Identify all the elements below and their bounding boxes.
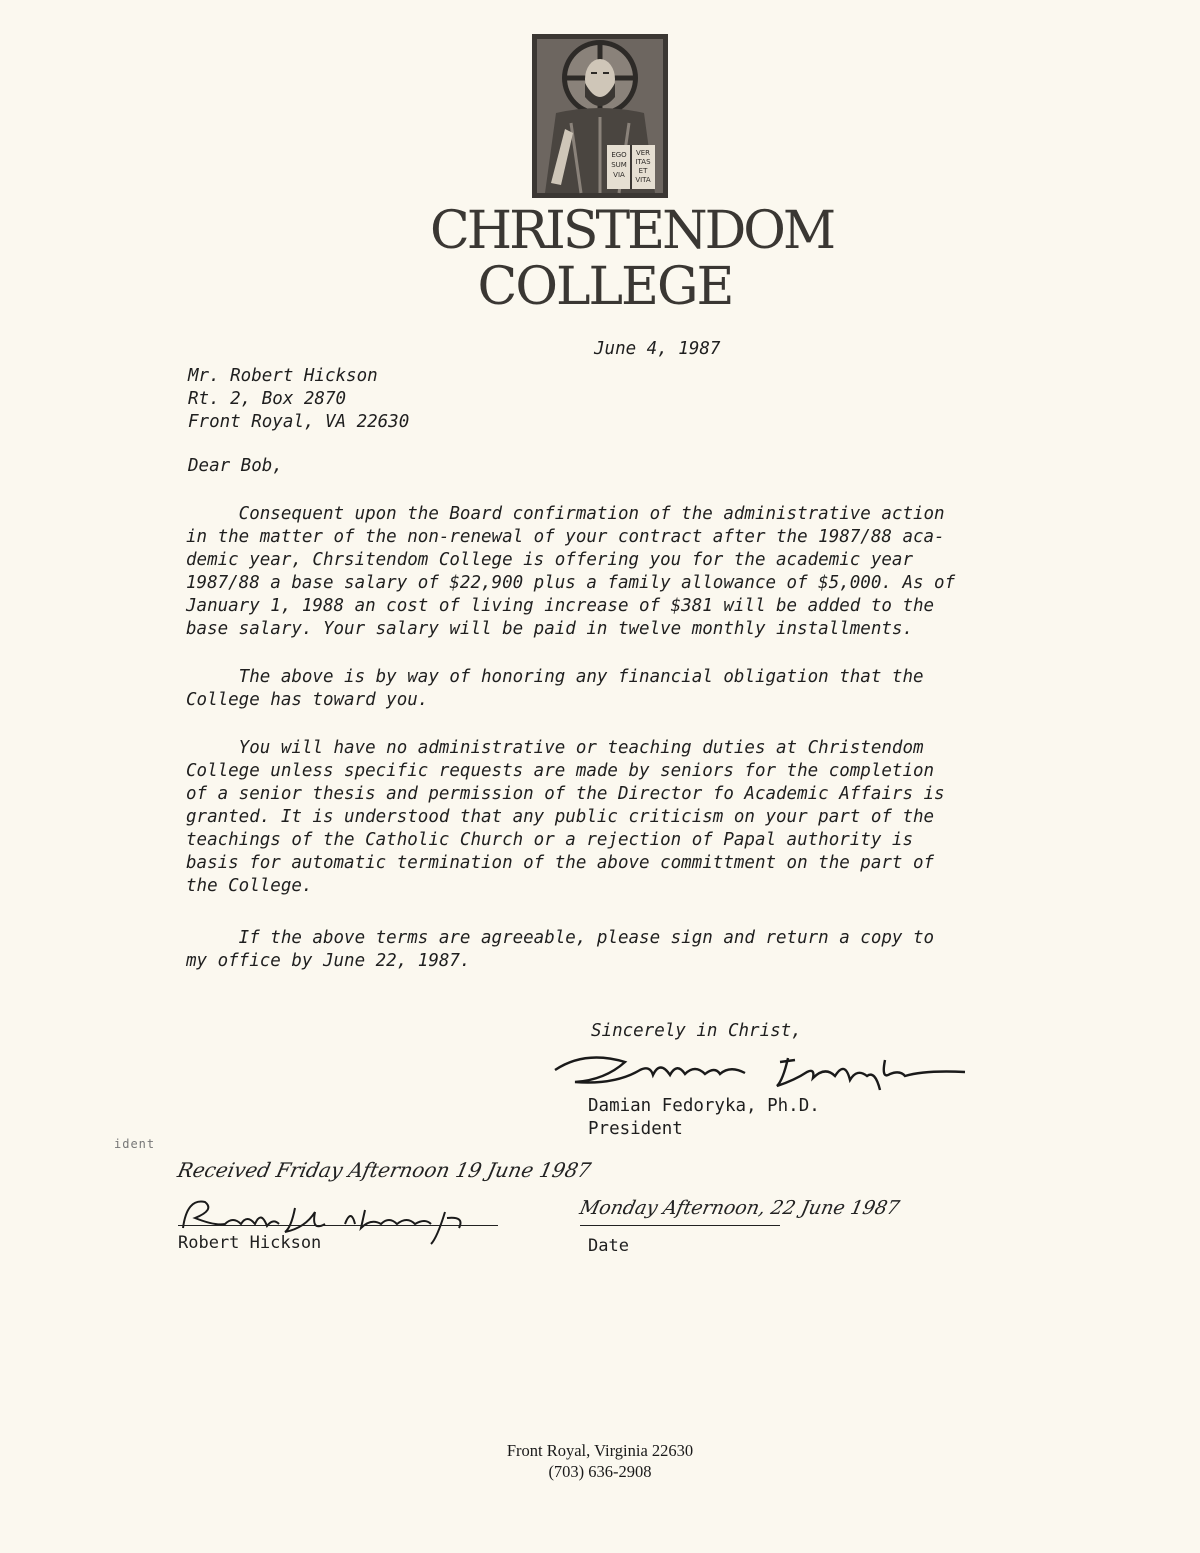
date-label: Date — [588, 1236, 629, 1256]
signer-block — [588, 1095, 820, 1141]
college-wordmark — [430, 201, 834, 317]
christ-pantocrator-seal-icon — [531, 33, 669, 199]
footer-phone: (703) 636-2908 — [548, 1462, 652, 1481]
recipient-address-line2: Rt. 2, Box 2870 — [188, 389, 347, 409]
president-signature-icon — [545, 1040, 975, 1100]
svg-text:VIA: VIA — [613, 171, 625, 179]
ident-stamp: ident — [114, 1137, 156, 1151]
recipient-signature-line — [178, 1225, 498, 1226]
signer-name: Damian Fedoryka, Ph.D. — [588, 1096, 820, 1116]
closing: Sincerely in Christ, — [591, 1021, 802, 1041]
handwritten-date: Monday Afternoon, 22 June 1987 — [577, 1197, 902, 1219]
signer-title: President — [588, 1119, 683, 1139]
paragraph-financial-obligation: The above is by way of honoring any financial obligation that the College has toward you. — [186, 667, 924, 710]
date-signature-line — [580, 1225, 780, 1226]
letterhead-footer — [400, 1440, 800, 1482]
recipient-name: Mr. Robert Hickson — [188, 366, 378, 386]
svg-text:ET: ET — [638, 167, 648, 175]
letter-date: June 4, 1987 — [594, 339, 721, 359]
college-name-line1: CHRISTENDOM — [430, 201, 834, 261]
college-name-line2: COLLEGE — [477, 257, 733, 317]
svg-text:ITAS: ITAS — [635, 158, 651, 166]
recipient-address-line3: Front Royal, VA 22630 — [188, 412, 410, 432]
footer-address: Front Royal, Virginia 22630 — [506, 1441, 694, 1460]
recipient-address — [188, 365, 409, 434]
recipient-name-label: Robert Hickson — [178, 1233, 322, 1253]
svg-text:VITA: VITA — [635, 176, 651, 184]
svg-text:VER: VER — [635, 149, 651, 157]
received-note: Received Friday Afternoon 19 June 1987 — [175, 1158, 594, 1182]
salutation: Dear Bob, — [188, 456, 283, 476]
svg-text:SUM: SUM — [611, 161, 627, 169]
svg-text:EGO: EGO — [611, 151, 627, 159]
paragraph-duties-and-termination: You will have no administrative or teaching duties at Christendom College unless specific requests are made by seniors for the completion of a senior thesis and permission of the Director fo Academic Affairs is granted. It is understood that any public criticism on your part of the teachings of the Catholic Church or a rejection of Papal authority is basis for automatic termination of the above committment on the part of the College. — [186, 738, 945, 896]
paragraph-salary-offer: Consequent upon the Board confirmation of the administrative action in the matter of the non-renewal of your contract after the 1987/88 aca- demic year, Chrsitendom College is offering you for the academic year 1987/88 a base salary of $22,900 plus a family allowance of $5,000. As of January 1, 1988 an cost of living increase of $381 will be added to the base salary. Your salary will be paid in twelve monthly installments. — [186, 504, 956, 639]
paragraph-return-instructions: If the above terms are agreeable, please sign and return a copy to my office by June 22, 1987. — [186, 928, 935, 971]
